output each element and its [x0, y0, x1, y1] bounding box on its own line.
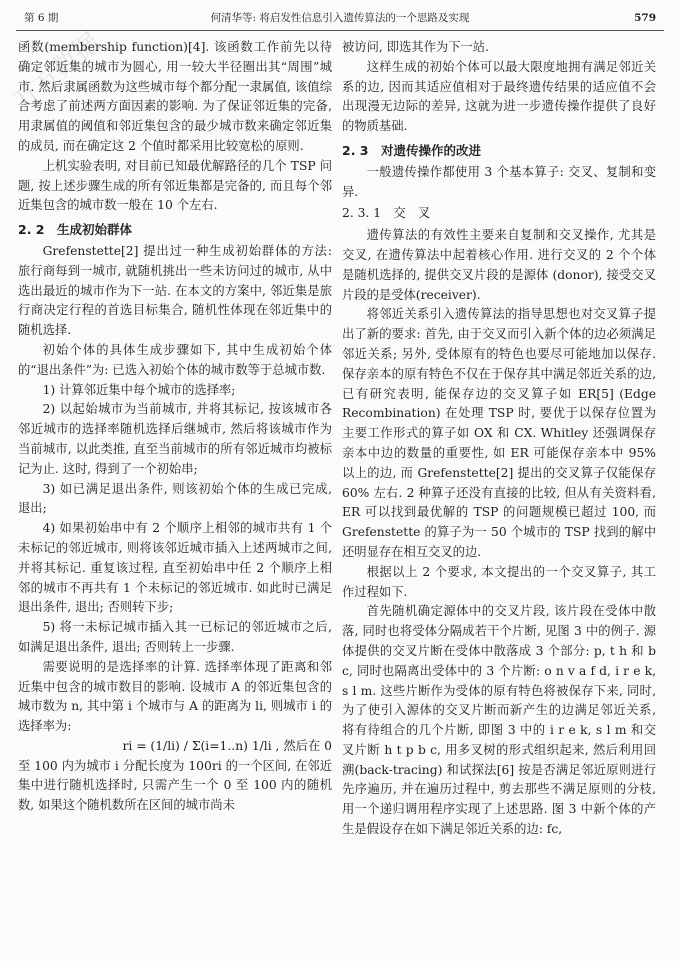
- paragraph: Grefenstette[2] 提出过一种生成初始群体的方法: 旅行商每到一城市, 就随机挑出一些未访问过的城市, 从中选出最近的城市作为下一站. 在本文的方案中, 邻近集是旅行商决定行程的首选目标集合, 随机性体现在邻近集中的随机选择.: [18, 243, 332, 338]
- paragraph: 一般遗传操作都使用 3 个基本算子: 交叉、复制和变异.: [342, 164, 656, 199]
- paragraph: 初始个体的具体生成步骤如下, 其中生成初始个体的“退出条件”为: 已选入初始个体的城市数等于总城市数.: [18, 342, 332, 377]
- running-title: 何清华等: 将启发性信息引入遗传算法的一个思路及实现: [210, 12, 470, 24]
- paragraph: 需要说明的是选择率的计算. 选择率体现了距离和邻近集中包含的城市数目的影响. 设城市 A 的邻近集包含的城市数为 n, 其中第 i 个城市与 A 的距离为 li, 则城市 i 的选择率为:: [18, 659, 332, 734]
- section-heading: 2. 2 生成初始群体: [18, 222, 132, 238]
- paragraph: 4) 如果初始串中有 2 个顺序上相邻的城市共有 1 个未标记的邻近城市, 则将该邻近城市插入上述两城市之间, 并将其标记. 重复该过程, 直至初始串中任 2 个顺序上相邻的城市不再共有 1 个未标记的邻近城市. 如此时已满足退出条件, 退出; 否则转下步;: [18, 521, 332, 615]
- paragraph: 被访问, 即选其作为下一站.: [342, 40, 489, 54]
- paragraph: 首先随机确定源体中的交叉片段, 该片段在受体中散落, 同时也将受体分隔成若干个片断, 见图 3 中的例子. 源体提供的交叉片断在受体中散落成 3 个部分: p, t h 和 b c, 同时也隔离出受体中的 3 个片断: o n v a f d, i r e k, s l m. 这些片断作为受体的原有特色将被保存下来, 同时, 为了使引入源体的交叉片断而新产生的边满足邻近关系, 将有待组合的几个片断, 即图 3 中的 i r e k, s l m 和交叉片断 h t p b c, 用多叉树的形式组织起来, 然后利用回溯(back-tracing) 和试探法[6] 按是否满足邻近原则进行先序遍历, 并在遍历过程中, 剪去那些不满足原则的分枝, 用一个递归调用程序实现了上述思路. 图 3 中新个体的产生是假设存在如下满足邻近关系的边: fc,: [342, 604, 656, 837]
- left-column: [18, 38, 332, 816]
- paragraph: 遗传算法的有效性主要来自复制和交叉操作, 尤其是交叉, 在遗传算法中起着核心作用. 进行交叉的 2 个个体是随机选择的, 提供交叉片段的是源体 (donor), 接受交叉片段的是受体(receiver).: [342, 228, 656, 302]
- paragraph: 1) 计算邻近集中每个城市的选择率;: [42, 382, 236, 397]
- right-column: [342, 38, 656, 840]
- paragraph: 函数(membership function)[4]. 该函数工作前先以待确定邻近集的城市为圆心, 用一较大半径圈出其“周围”城市. 然后隶属函数为这些城市每个都分配一隶属值, 该值综合考虑了前述两方面因素的影响. 为了保证邻近集的完备, 用隶属值的阈值和邻近集包含的最少城市数来确定邻近集的成员, 而在确定这 2 个值时都采用比较宽松的原则.: [18, 40, 332, 153]
- paragraph: 5) 将一未标记城市插入其一已标记的邻近城市之后, 如满足退出条件, 退出; 否则转上一步骤.: [18, 620, 332, 654]
- running-header: [16, 8, 664, 31]
- section-heading: 2. 3 对遗传操作的改进: [342, 142, 481, 158]
- paragraph: 3) 如已满足退出条件, 则该初始个体的生成已完成, 退出;: [18, 481, 332, 516]
- page-number: 579: [634, 12, 656, 24]
- paragraph: 将邻近关系引入遗传算法的指导思想也对交叉算子提出了新的要求: 首先, 由于交叉而引入新个体的边必须满足邻近关系; 另外, 受体原有的特色也要尽可能地加以保存. 保存亲本的原有特色不仅在于保存其中满足邻近关系的边, 已有研究表明, 能保存边的交叉算子如 ER[5] (Edge Recombination) 在处理 TSP 时, 要优于以保存位置为主要工作形式的算子如 OX 和 CX. Whitley 还强调保存亲本中边的数量的重要性, 如 ER 可能保存亲本中 95% 以上的边, 而 Grefenstette[2] 提出的交叉算子仅能保存 60% 左右. 2 种算子还没有直接的比较, 但从有关资料看, ER 可以找到最优解的 TSP 的问题规模已超过 100, 而 Grefenstette 的算子为一 50 个城市的 TSP 找到的解中还明显存在相互交叉的边.: [342, 307, 656, 559]
- paragraph: 2) 以起始城市为当前城市, 并将其标记, 按该城市各邻近城市的选择率随机选择后继城市, 然后将该城市作为当前城市, 以此类推, 直至当前城市的所有邻近城市均被标记为止. 这时, 得到了一个初始串;: [18, 402, 332, 476]
- issue-number: 第 6 期: [24, 12, 59, 24]
- subsection-heading: 2. 3. 1 交 叉: [342, 206, 431, 221]
- paragraph: 这样生成的初始个体可以最大限度地拥有满足邻近关系的边, 因而其适应值相对于最终遗传结果的适应值不会出现漫无边际的差异, 这就为进一步遗传操作提供了良好的物质基础.: [342, 59, 656, 134]
- paragraph: 至 100 内为城市 i 分配长度为 100ri 的一个区间, 在邻近集中进行随机选择时, 只需产生一个 0 至 100 内的随机数, 如果这个随机数所在区间的城市尚未: [18, 758, 332, 813]
- paragraph: 根据以上 2 个要求, 本文提出的一个交叉算子, 其工作过程如下.: [342, 564, 656, 599]
- formula-line: ri = (1/li) / Σ(i=1..n) 1/li , 然后在 0: [122, 738, 332, 753]
- paragraph: 上机实验表明, 对目前已知最优解路径的几个 TSP 问题, 按上述步骤生成的所有邻近集都是完备的, 而且每个邻近集包含的城市数一般在 10 个左右.: [18, 158, 332, 213]
- watermark-text: 万方数据: [6, 27, 106, 118]
